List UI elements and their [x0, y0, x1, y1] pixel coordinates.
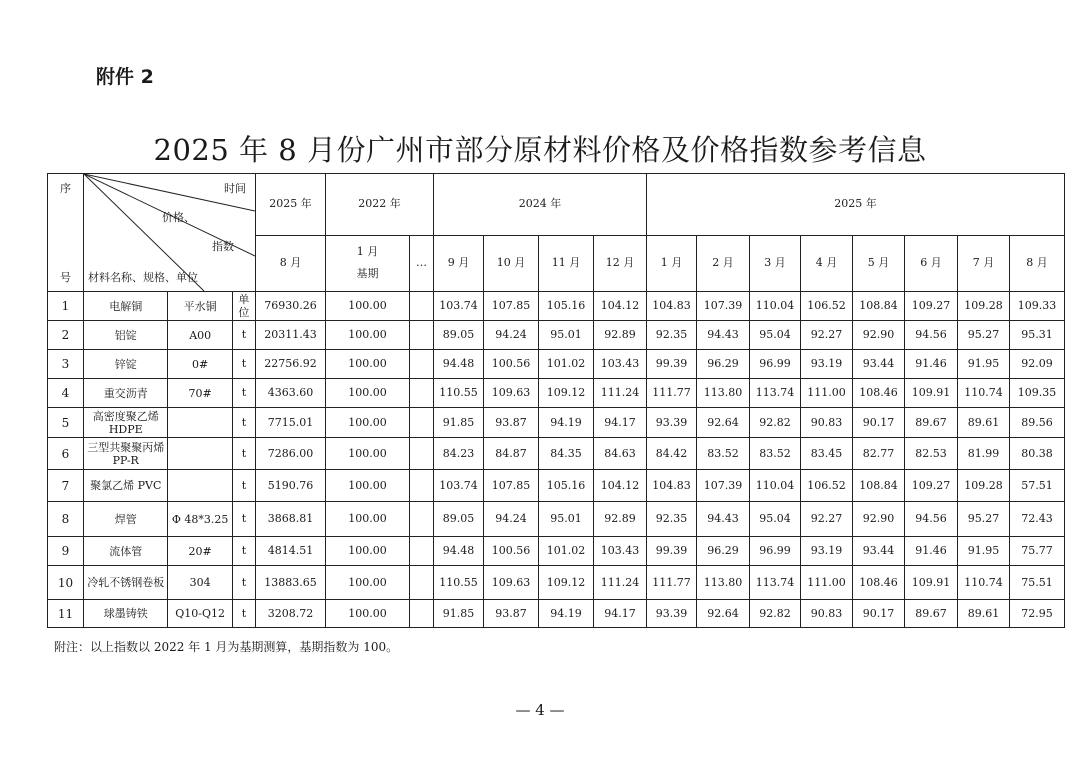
table-row — [48, 350, 1065, 379]
ellipsis-cell — [410, 470, 434, 502]
index-value: 110.04 — [750, 470, 801, 502]
index-value: 110.04 — [750, 292, 801, 321]
base-index: 100.00 — [326, 408, 410, 438]
index-value: 90.83 — [801, 408, 853, 438]
index-value: 104.83 — [647, 470, 697, 502]
index-value: 91.46 — [905, 350, 958, 379]
price-2025-aug: 7286.00 — [256, 438, 326, 470]
index-value: 91.95 — [958, 537, 1010, 566]
header-year-2024: 2024 年 — [434, 174, 647, 236]
index-value: 95.27 — [958, 321, 1010, 350]
material-name: 流体管 — [84, 537, 168, 566]
ellipsis-cell — [410, 438, 434, 470]
ellipsis-cell — [410, 537, 434, 566]
index-value: 109.27 — [905, 292, 958, 321]
header-base-label: 基期 — [356, 267, 379, 281]
diag-material-label: 材料名称、规格、单位 — [88, 271, 198, 284]
row-number: 8 — [48, 502, 84, 537]
index-value: 111.24 — [594, 566, 647, 600]
attachment-label: 附件 2 — [96, 66, 154, 88]
index-value: 109.28 — [958, 470, 1010, 502]
material-name: 铝锭 — [84, 321, 168, 350]
index-value: 90.17 — [853, 408, 905, 438]
index-value: 72.43 — [1010, 502, 1065, 537]
header-seq — [48, 174, 84, 292]
index-value: 94.19 — [539, 408, 594, 438]
index-value: 83.52 — [750, 438, 801, 470]
index-value: 75.51 — [1010, 566, 1065, 600]
material-unit: t — [232, 408, 255, 438]
index-value: 93.39 — [647, 600, 697, 628]
index-value: 93.44 — [853, 350, 905, 379]
index-value: 108.84 — [853, 470, 905, 502]
table-row — [48, 566, 1065, 600]
index-value: 109.63 — [484, 379, 539, 408]
index-value: 95.27 — [958, 502, 1010, 537]
index-value: 94.43 — [697, 502, 750, 537]
material-spec: 70# — [168, 379, 232, 408]
index-value: 100.56 — [484, 350, 539, 379]
material-spec: 20# — [168, 537, 232, 566]
row-number: 7 — [48, 470, 84, 502]
table-row — [48, 438, 1065, 470]
index-value: 104.83 — [647, 292, 697, 321]
price-index-table — [47, 173, 1065, 628]
header-seq-top: 序 — [60, 182, 71, 195]
header-month-2025: 4 月 — [801, 235, 853, 291]
price-2025-aug: 4814.51 — [256, 537, 326, 566]
index-value: 113.74 — [750, 566, 801, 600]
price-2025-aug: 5190.76 — [256, 470, 326, 502]
material-unit: t — [232, 537, 255, 566]
index-value: 113.80 — [697, 566, 750, 600]
material-unit: t — [232, 502, 255, 537]
index-value: 106.52 — [801, 470, 853, 502]
index-value: 111.24 — [594, 379, 647, 408]
row-number: 4 — [48, 379, 84, 408]
row-number: 2 — [48, 321, 84, 350]
ellipsis-cell — [410, 321, 434, 350]
index-value: 84.42 — [647, 438, 697, 470]
index-value: 94.24 — [484, 321, 539, 350]
table-row — [48, 321, 1065, 350]
ellipsis-cell — [410, 379, 434, 408]
index-value: 109.27 — [905, 470, 958, 502]
diag-price-label: 价格、 — [162, 211, 195, 224]
material-spec: Φ 48*3.25 — [168, 502, 232, 537]
index-value: 111.00 — [801, 566, 853, 600]
base-index: 100.00 — [326, 292, 410, 321]
base-index: 100.00 — [326, 537, 410, 566]
index-value: 108.84 — [853, 292, 905, 321]
index-value: 94.56 — [905, 321, 958, 350]
header-month-2025: 6 月 — [905, 235, 958, 291]
index-value: 109.91 — [905, 379, 958, 408]
diag-time-label: 时间 — [224, 182, 246, 195]
index-value: 94.43 — [697, 321, 750, 350]
index-value: 109.28 — [958, 292, 1010, 321]
page-number: — 4 — — [515, 701, 565, 719]
table-row — [48, 408, 1065, 438]
index-value: 89.61 — [958, 600, 1010, 628]
index-value: 95.31 — [1010, 321, 1065, 350]
base-index: 100.00 — [326, 379, 410, 408]
header-month-2025: 5 月 — [853, 235, 905, 291]
index-value: 111.00 — [801, 379, 853, 408]
material-spec — [168, 438, 232, 470]
index-value: 84.87 — [484, 438, 539, 470]
index-value: 57.51 — [1010, 470, 1065, 502]
row-number: 6 — [48, 438, 84, 470]
material-unit: t — [232, 600, 255, 628]
index-value: 92.89 — [594, 502, 647, 537]
index-value: 91.95 — [958, 350, 1010, 379]
index-value: 92.35 — [647, 321, 697, 350]
index-value: 93.87 — [484, 600, 539, 628]
material-unit: t — [232, 350, 255, 379]
price-2025-aug: 20311.43 — [256, 321, 326, 350]
ellipsis-cell — [410, 566, 434, 600]
header-month-2024: 9 月 — [434, 235, 484, 291]
header-base-month — [326, 235, 410, 291]
index-value: 89.61 — [958, 408, 1010, 438]
index-value: 107.39 — [697, 292, 750, 321]
index-value: 107.39 — [697, 470, 750, 502]
index-value: 89.67 — [905, 408, 958, 438]
index-value: 90.17 — [853, 600, 905, 628]
base-index: 100.00 — [326, 470, 410, 502]
index-value: 100.56 — [484, 537, 539, 566]
index-value: 95.04 — [750, 321, 801, 350]
header-month-2024: 10 月 — [484, 235, 539, 291]
index-value: 91.46 — [905, 537, 958, 566]
material-spec: 0# — [168, 350, 232, 379]
header-month-2025: 3 月 — [750, 235, 801, 291]
material-name: 聚氯乙烯 PVC — [84, 470, 168, 502]
header-year-2025-price: 2025 年 — [256, 174, 326, 236]
material-spec: Q10-Q12 — [168, 600, 232, 628]
ellipsis-cell — [410, 408, 434, 438]
index-value: 93.19 — [801, 350, 853, 379]
ellipsis-cell — [410, 350, 434, 379]
header-month-2025: 2 月 — [697, 235, 750, 291]
header-month-2025: 7 月 — [958, 235, 1010, 291]
index-value: 92.82 — [750, 408, 801, 438]
index-value: 93.39 — [647, 408, 697, 438]
index-value: 113.74 — [750, 379, 801, 408]
index-value: 93.87 — [484, 408, 539, 438]
table-row — [48, 292, 1065, 321]
row-number: 1 — [48, 292, 84, 321]
index-value: 94.17 — [594, 408, 647, 438]
price-2025-aug: 7715.01 — [256, 408, 326, 438]
price-2025-aug: 4363.60 — [256, 379, 326, 408]
index-value: 92.90 — [853, 502, 905, 537]
material-name: 球墨铸铁 — [84, 600, 168, 628]
index-value: 91.85 — [434, 408, 484, 438]
index-value: 94.19 — [539, 600, 594, 628]
index-value: 80.38 — [1010, 438, 1065, 470]
index-value: 110.74 — [958, 566, 1010, 600]
index-value: 72.95 — [1010, 600, 1065, 628]
index-value: 108.46 — [853, 566, 905, 600]
index-value: 103.74 — [434, 470, 484, 502]
index-value: 105.16 — [539, 292, 594, 321]
header-month-2025: 1 月 — [647, 235, 697, 291]
index-value: 109.33 — [1010, 292, 1065, 321]
header-seq-bottom: 号 — [60, 271, 71, 284]
material-unit: t — [232, 321, 255, 350]
price-2025-aug: 76930.26 — [256, 292, 326, 321]
row-number: 11 — [48, 600, 84, 628]
index-value: 94.17 — [594, 600, 647, 628]
index-value: 106.52 — [801, 292, 853, 321]
index-value: 96.99 — [750, 537, 801, 566]
index-value: 93.19 — [801, 537, 853, 566]
index-value: 91.85 — [434, 600, 484, 628]
index-value: 101.02 — [539, 350, 594, 379]
material-spec — [168, 470, 232, 502]
index-value: 92.64 — [697, 600, 750, 628]
header-base-month-label: 1 月 — [356, 245, 379, 259]
index-value: 84.63 — [594, 438, 647, 470]
index-value: 111.77 — [647, 379, 697, 408]
ellipsis-cell — [410, 600, 434, 628]
material-unit: t — [232, 470, 255, 502]
index-value: 110.55 — [434, 566, 484, 600]
index-value: 83.52 — [697, 438, 750, 470]
material-unit: t — [232, 379, 255, 408]
row-number: 9 — [48, 537, 84, 566]
index-value: 92.35 — [647, 502, 697, 537]
footnote: 附注：以上指数以 2022 年 1 月为基期测算，基期指数为 100。 — [54, 640, 399, 654]
price-2025-aug: 3868.81 — [256, 502, 326, 537]
table-row — [48, 537, 1065, 566]
index-value: 111.77 — [647, 566, 697, 600]
material-name: 高密度聚乙烯 HDPE — [84, 408, 168, 438]
index-value: 82.53 — [905, 438, 958, 470]
material-name: 焊管 — [84, 502, 168, 537]
index-value: 99.39 — [647, 350, 697, 379]
index-value: 89.67 — [905, 600, 958, 628]
base-index: 100.00 — [326, 321, 410, 350]
index-value: 90.83 — [801, 600, 853, 628]
header-month-2025: 8 月 — [1010, 235, 1065, 291]
index-value: 107.85 — [484, 470, 539, 502]
index-value: 113.80 — [697, 379, 750, 408]
index-value: 104.12 — [594, 292, 647, 321]
table-row — [48, 379, 1065, 408]
material-name: 冷轧不锈钢卷板 — [84, 566, 168, 600]
index-value: 94.48 — [434, 537, 484, 566]
index-value: 82.77 — [853, 438, 905, 470]
index-value: 108.46 — [853, 379, 905, 408]
index-value: 92.09 — [1010, 350, 1065, 379]
material-name: 锌锭 — [84, 350, 168, 379]
index-value: 95.01 — [539, 321, 594, 350]
index-value: 109.12 — [539, 379, 594, 408]
header-month-aug: 8 月 — [256, 235, 326, 291]
index-value: 94.56 — [905, 502, 958, 537]
header-diagonal-cell — [84, 174, 256, 292]
index-value: 81.99 — [958, 438, 1010, 470]
index-value: 103.74 — [434, 292, 484, 321]
index-value: 107.85 — [484, 292, 539, 321]
row-number: 5 — [48, 408, 84, 438]
index-value: 92.89 — [594, 321, 647, 350]
header-year-2025-index: 2025 年 — [647, 174, 1065, 236]
material-name: 三型共聚聚丙烯 PP-R — [84, 438, 168, 470]
header-month-2024: 11 月 — [539, 235, 594, 291]
diag-index-label: 指数 — [212, 240, 234, 253]
index-value: 99.39 — [647, 537, 697, 566]
index-value: 109.35 — [1010, 379, 1065, 408]
header-month-2024: 12 月 — [594, 235, 647, 291]
index-value: 94.48 — [434, 350, 484, 379]
index-value: 101.02 — [539, 537, 594, 566]
material-unit: 单位 — [232, 292, 255, 321]
table-row — [48, 600, 1065, 628]
base-index: 100.00 — [326, 566, 410, 600]
index-value: 110.55 — [434, 379, 484, 408]
table-row — [48, 470, 1065, 502]
index-value: 92.27 — [801, 502, 853, 537]
index-value: 75.77 — [1010, 537, 1065, 566]
index-value: 89.56 — [1010, 408, 1065, 438]
index-value: 89.05 — [434, 321, 484, 350]
index-value: 105.16 — [539, 470, 594, 502]
index-value: 104.12 — [594, 470, 647, 502]
ellipsis-cell — [410, 292, 434, 321]
index-value: 93.44 — [853, 537, 905, 566]
ellipsis-cell — [410, 502, 434, 537]
index-value: 96.29 — [697, 537, 750, 566]
index-value: 92.90 — [853, 321, 905, 350]
index-value: 96.29 — [697, 350, 750, 379]
index-value: 92.82 — [750, 600, 801, 628]
index-value: 110.74 — [958, 379, 1010, 408]
material-spec — [168, 408, 232, 438]
price-2025-aug: 13883.65 — [256, 566, 326, 600]
index-value: 103.43 — [594, 537, 647, 566]
index-value: 103.43 — [594, 350, 647, 379]
header-ellipsis: … — [410, 235, 434, 291]
table-row — [48, 502, 1065, 537]
index-value: 109.63 — [484, 566, 539, 600]
header-year-2022: 2022 年 — [326, 174, 434, 236]
index-value: 94.24 — [484, 502, 539, 537]
index-value: 92.64 — [697, 408, 750, 438]
index-value: 92.27 — [801, 321, 853, 350]
price-2025-aug: 3208.72 — [256, 600, 326, 628]
index-value: 84.35 — [539, 438, 594, 470]
material-spec: 304 — [168, 566, 232, 600]
index-value: 84.23 — [434, 438, 484, 470]
material-unit: t — [232, 438, 255, 470]
base-index: 100.00 — [326, 600, 410, 628]
index-value: 95.01 — [539, 502, 594, 537]
document-title: 2025 年 8 月份广州市部分原材料价格及价格指数参考信息 — [153, 133, 927, 167]
base-index: 100.00 — [326, 438, 410, 470]
row-number: 10 — [48, 566, 84, 600]
index-value: 89.05 — [434, 502, 484, 537]
material-name: 重交沥青 — [84, 379, 168, 408]
index-value: 109.91 — [905, 566, 958, 600]
row-number: 3 — [48, 350, 84, 379]
index-value: 109.12 — [539, 566, 594, 600]
index-value: 96.99 — [750, 350, 801, 379]
material-spec: 平水铜 — [168, 292, 232, 321]
index-value: 95.04 — [750, 502, 801, 537]
material-spec: A00 — [168, 321, 232, 350]
price-2025-aug: 22756.92 — [256, 350, 326, 379]
base-index: 100.00 — [326, 502, 410, 537]
material-unit: t — [232, 566, 255, 600]
index-value: 83.45 — [801, 438, 853, 470]
base-index: 100.00 — [326, 350, 410, 379]
material-name: 电解铜 — [84, 292, 168, 321]
